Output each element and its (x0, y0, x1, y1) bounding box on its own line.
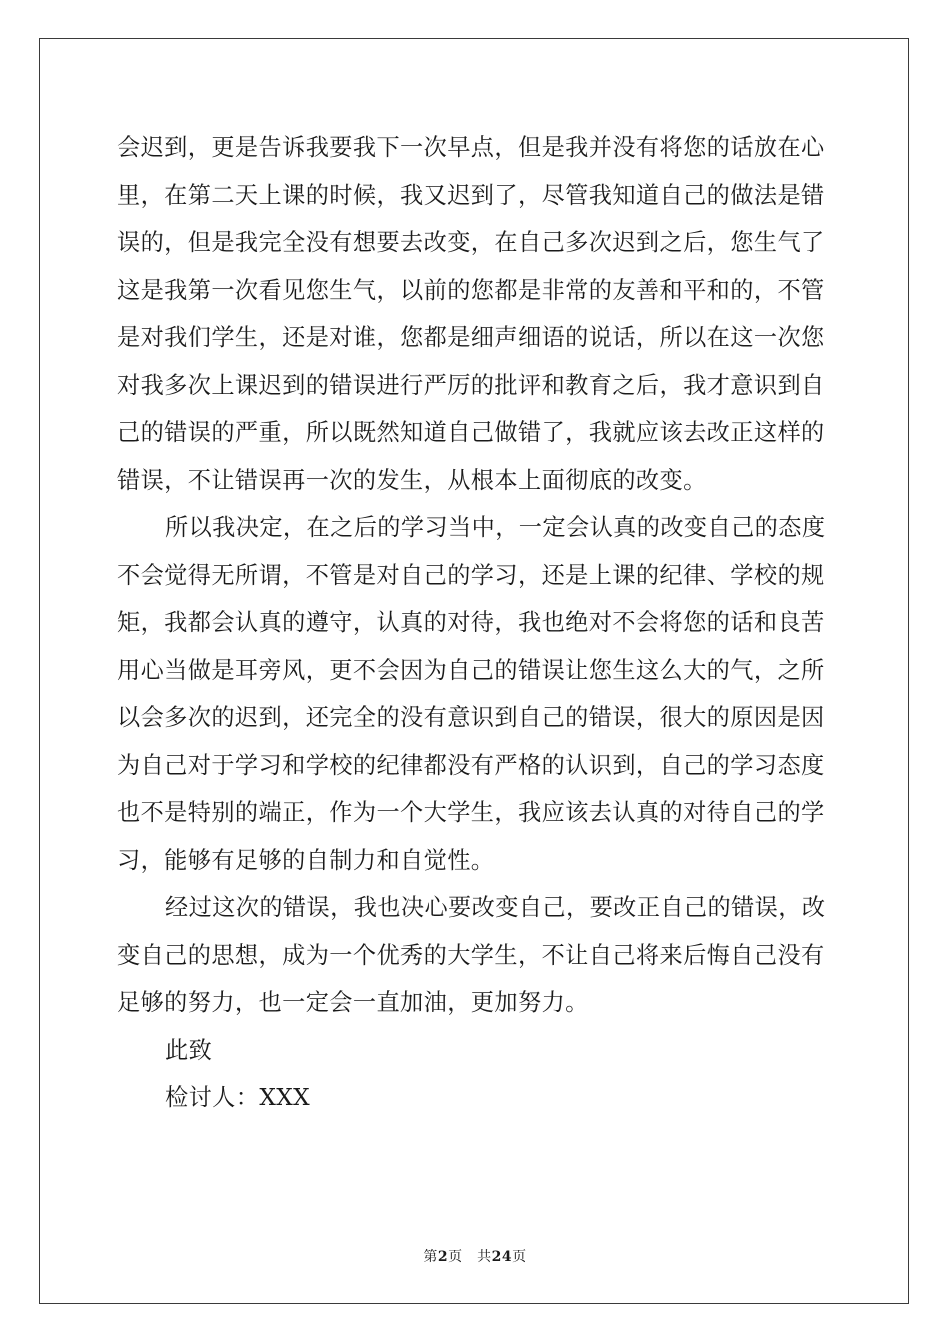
text-line: 对我多次上课迟到的错误进行严厉的批评和教育之后，我才意识到自 (117, 371, 825, 399)
text-line: 矩，我都会认真的遵守，认真的对待，我也绝对不会将您的话和良苦 (117, 609, 825, 636)
signature-line: 检讨人：XXX (165, 1084, 311, 1111)
text-line: 这是我第一次看见您生气，以前的您都是非常的友善和平和的，不管 (117, 276, 825, 304)
text-line: 习，能够有足够的自制力和自觉性。 (117, 846, 495, 874)
text-line: 误的，但是我完全没有想要去改变，在自己多次迟到之后，您生气了 (117, 229, 825, 256)
page-prefix: 第 (423, 1249, 438, 1265)
text-line: 错误，不让错误再一次的发生，从根本上面彻底的改变。 (117, 466, 707, 494)
text-line: 会迟到，更是告诉我要我下一次早点，但是我并没有将您的话放在心 (117, 134, 825, 161)
text-line: 不会觉得无所谓，不管是对自己的学习，还是上课的纪律、学校的规 (117, 561, 825, 589)
text-line: 变自己的思想，成为一个优秀的大学生，不让自己将来后悔自己没有 (117, 941, 825, 969)
paragraph-3 (117, 884, 833, 1027)
text-line: 己的错误的严重，所以既然知道自己做错了，我就应该去改正这样的 (117, 419, 825, 446)
text-line: 经过这次的错误，我也决心要改变自己，要改正自己的错误，改 (165, 894, 826, 921)
text-line: 为自己对于学习和学校的纪律都没有严格的认识到，自己的学习态度 (117, 751, 825, 779)
current-page-number: 2 (437, 1249, 449, 1265)
page-mid: 页 共 (448, 1249, 492, 1265)
text-line: 也不是特别的端正，作为一个大学生，我应该去认真的对待自己的学 (117, 799, 825, 826)
total-pages-number: 24 (491, 1249, 513, 1265)
closing-salutation: 此致 (165, 1036, 213, 1064)
document-body (117, 124, 833, 1122)
page-suffix: 页 (512, 1249, 527, 1265)
paragraph-1 (117, 124, 833, 504)
page-footer (0, 1246, 950, 1266)
text-line: 是对我们学生，还是对谁，您都是细声细语的说话，所以在这一次您 (117, 324, 825, 351)
paragraph-2 (117, 504, 833, 884)
text-line: 足够的努力，也一定会一直加油，更加努力。 (117, 989, 589, 1016)
text-line: 用心当做是耳旁风，更不会因为自己的错误让您生这么大的气，之所 (117, 656, 825, 684)
text-line: 里，在第二天上课的时候，我又迟到了，尽管我知道自己的做法是错 (117, 181, 825, 209)
text-line: 所以我决定，在之后的学习当中，一定会认真的改变自己的态度 (165, 514, 826, 541)
text-line: 以会多次的迟到，还完全的没有意识到自己的错误，很大的原因是因 (117, 704, 825, 731)
